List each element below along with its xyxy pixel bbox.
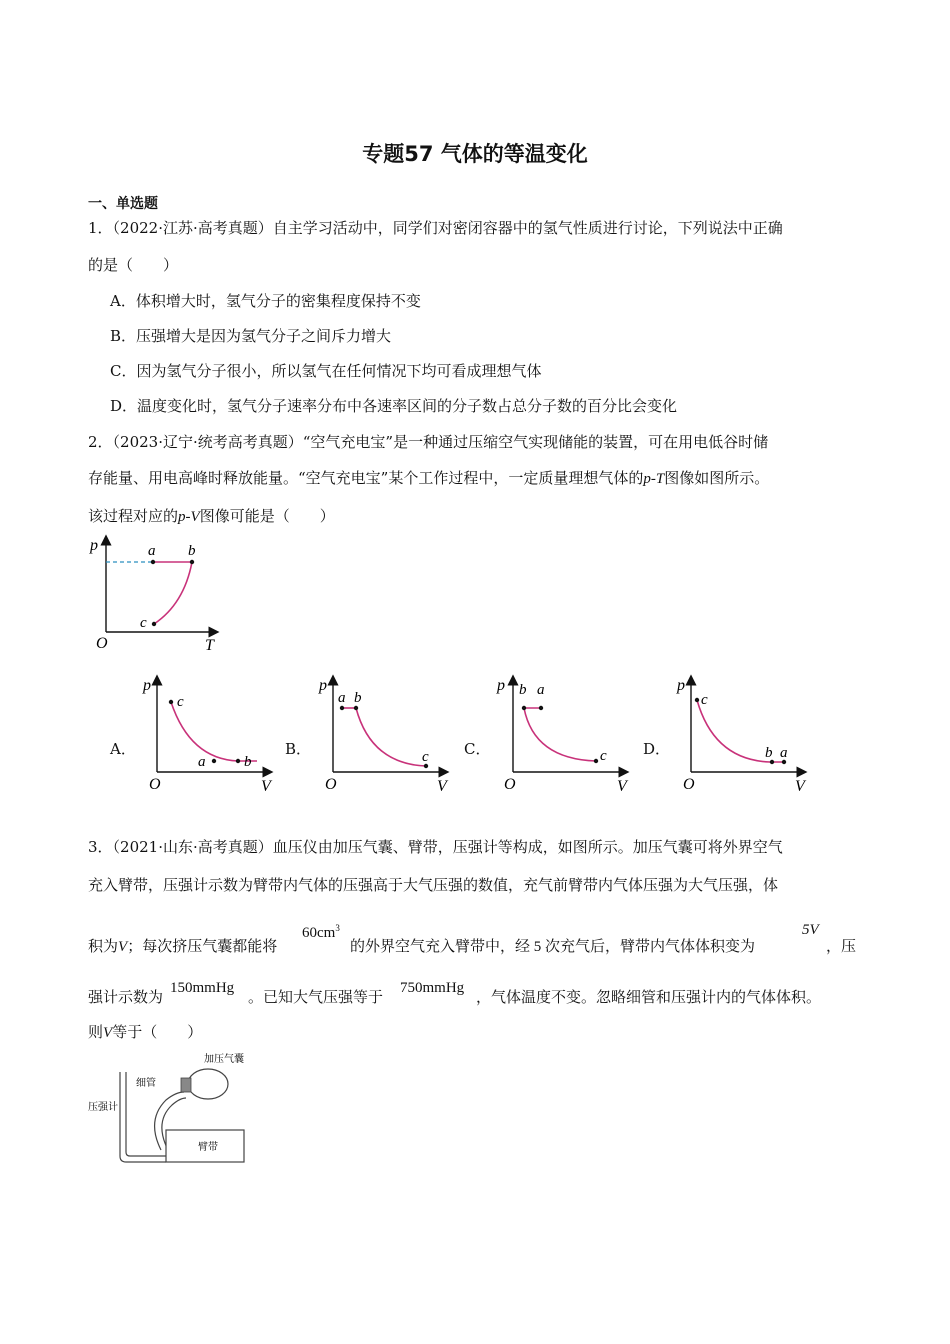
label-p: p [90, 537, 98, 554]
valve [181, 1078, 191, 1092]
label-t: T [205, 637, 214, 654]
point-c [152, 622, 156, 626]
curve-bc [154, 562, 192, 624]
q3-stem-line5: 则V等于（ ） [88, 1023, 203, 1041]
pv-graph-a [140, 674, 280, 794]
label-a: a [780, 745, 788, 761]
point-b [354, 706, 358, 710]
label-c: c [422, 749, 429, 765]
label-c: c [600, 748, 607, 764]
label-gauge: 压强计 [88, 1102, 118, 1113]
point-b [190, 560, 194, 564]
label-a: a [338, 690, 346, 706]
q3-stem-line3: 积为V；每次挤压气囊都能将 [88, 937, 278, 955]
q3-volume-5v: 5V [802, 922, 819, 938]
pressure-bulb [188, 1069, 228, 1099]
label-b: b [354, 690, 362, 706]
label-v: V [795, 778, 805, 794]
label-o: O [325, 776, 337, 793]
label-v: V [261, 778, 271, 794]
point-a [151, 560, 155, 564]
point-b [236, 759, 240, 763]
label-p: p [319, 677, 327, 694]
label-b: b [519, 682, 527, 698]
q2-stem-line3: 该过程对应的p-V图像可能是（ ） [88, 507, 335, 525]
label-o: O [683, 776, 695, 793]
q2-option-c-label: C． [464, 740, 491, 758]
label-o: O [504, 776, 516, 793]
label-c: c [701, 692, 708, 708]
label-bulb: 加压气囊 [204, 1054, 244, 1065]
label-b: b [188, 543, 196, 559]
label-p: p [143, 677, 151, 694]
label-tube: 细管 [136, 1078, 156, 1089]
pv-graph-c [494, 674, 634, 794]
q3-pressure-750: 750mmHg [400, 980, 465, 996]
pt-graph [84, 534, 224, 654]
point-c [695, 698, 699, 702]
label-b: b [765, 745, 773, 761]
isotherm-curve [171, 702, 257, 761]
q2-option-d-label: D． [643, 740, 671, 758]
label-b: b [244, 754, 252, 770]
label-o: O [96, 635, 108, 652]
point-a [340, 706, 344, 710]
isotherm-curve [356, 708, 426, 766]
blood-pressure-figure [86, 1050, 256, 1168]
label-o: O [149, 776, 161, 793]
pv-graph-d [674, 674, 814, 794]
label-a: a [148, 543, 156, 559]
label-v: V [437, 778, 447, 794]
q3-pressure-150: 150mmHg [170, 980, 235, 996]
point-c [169, 700, 173, 704]
label-v: V [617, 778, 627, 794]
q3-stem-line4-end: ，气体温度不变。忽略细管和压强计内的气体体积。 [476, 988, 822, 1006]
isotherm-curve [524, 708, 596, 761]
label-p: p [497, 677, 505, 694]
pv-graph-b [316, 674, 456, 794]
label-a: a [198, 754, 206, 770]
q1-stem-line2: 的是（ ） [88, 256, 179, 274]
point-c [594, 759, 598, 763]
q2-stem-line1: 2．（2023·辽宁·统考高考真题）“空气充电宝”是一种通过压缩空气实现储能的装置，可在用电低谷时储 [88, 433, 769, 451]
page-title: 专题57 气体的等温变化 [362, 142, 588, 166]
point-b [522, 706, 526, 710]
q1-stem-line1: 1．（2022·江苏·高考真题）自主学习活动中，同学们对密闭容器中的氢气性质进行讨论，下列说法中正确 [88, 219, 783, 237]
q1-option-b: B．压强增大是因为氢气分子之间斥力增大 [110, 327, 392, 345]
label-c: c [140, 615, 147, 631]
section-heading: 一、单选题 [88, 196, 158, 212]
q1-option-d: D．温度变化时，氢气分子速率分布中各速率区间的分子数占总分子数的百分比会变化 [110, 397, 678, 415]
label-a: a [537, 682, 545, 698]
q3-stem-line3-end: ，压 [826, 937, 857, 955]
q3-volume: $60cm^3$ [302, 923, 340, 941]
label-cuff: 臂带 [198, 1142, 218, 1153]
q1-option-a: A．体积增大时，氢气分子的密集程度保持不变 [110, 292, 421, 310]
q1-option-c: C．因为氢气分子很小，所以氢气在任何情况下均可看成理想气体 [110, 362, 542, 380]
q3-stem-line3-cont: 的外界空气充入臂带中，经 5 次充气后，臂带内气体体积变为 [350, 937, 756, 955]
q3-stem-line2: 充入臂带，压强计示数为臂带内气体的压强高于大气压强的数值，充气前臂带内气体压强为大气压强，体 [88, 876, 779, 894]
q2-option-a-label: A． [110, 740, 136, 758]
q3-stem-line4: 强计示数为 [88, 988, 164, 1006]
label-c: c [177, 694, 184, 710]
q3-stem-line1: 3．（2021·山东·高考真题）血压仪由加压气囊、臂带，压强计等构成，如图所示。加压气囊可将外界空气 [88, 838, 783, 856]
q2-option-b-label: B． [285, 740, 312, 758]
label-p: p [677, 677, 685, 694]
point-a [212, 759, 216, 763]
q2-stem-line2: 存能量、用电高峰时释放能量。“空气充电宝”某个工作过程中，一定质量理想气体的p-T图像如图所示。 [88, 469, 770, 487]
point-a [539, 706, 543, 710]
q3-stem-line4-mid: 。已知大气压强等于 [248, 988, 384, 1006]
